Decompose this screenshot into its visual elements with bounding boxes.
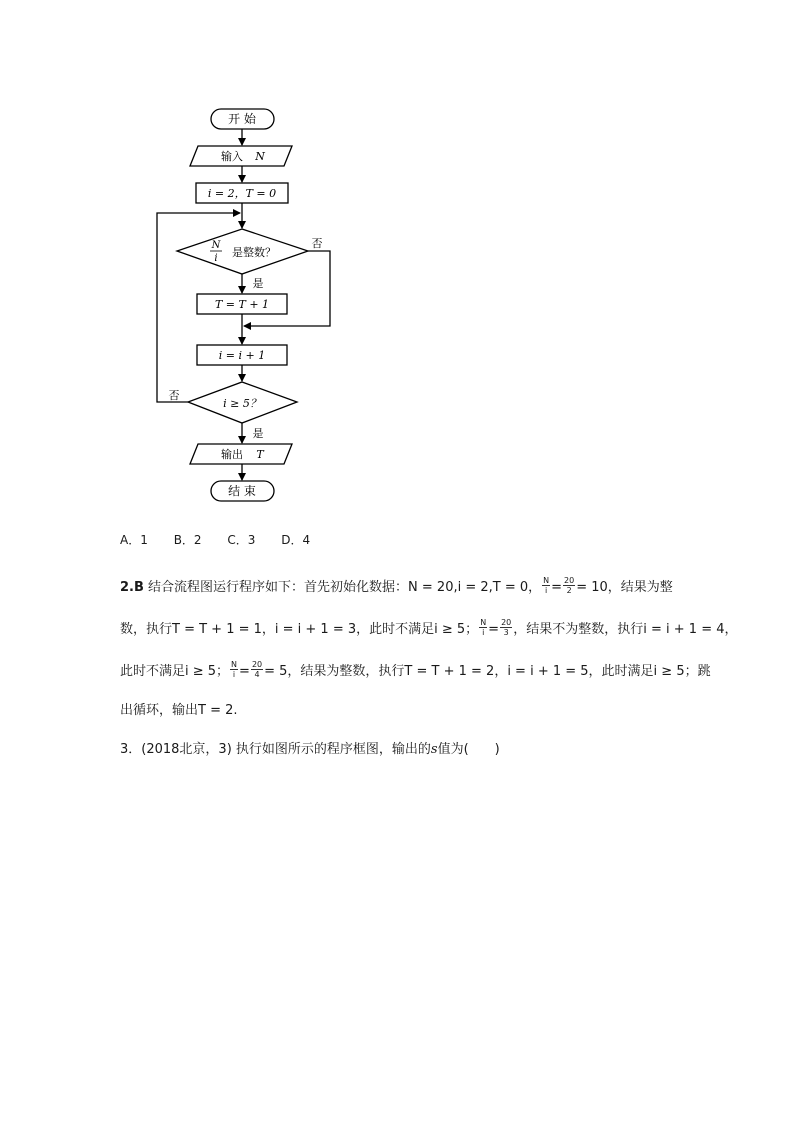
question-3-prefix: 3．(2018北京，3) 执行如图所示的程序框图，输出的 [120, 742, 431, 757]
solution-text-1a: 结合流程图运行程序如下：首先初始化数据：N = 20,i = 2,T = 0， [148, 580, 542, 595]
output-variable: T [256, 448, 264, 461]
flowchart [150, 100, 340, 520]
fraction-20-over-3: $\frac{20}{3}$ [501, 618, 512, 637]
solution-text-2b: ，结果不为整数，执行i = i + 1 = 4， [513, 622, 738, 637]
solution-line-2: 数，执行T = T + 1 = 1，i = i + 1 = 3，此时不满足i ≥ 5； $\frac{N}{i}$ = $\frac{20}{3}$ ，结果不为整数，执行i = i + 1 = 4， [120, 618, 738, 637]
solution-line-1: 2.B 结合流程图运行程序如下：首先初始化数据：N = 20,i = 2,T = 0， $\frac{N}{i}$ = $\frac{20}{2}$ = 10，结果为整 [120, 576, 673, 595]
fraction-N-over-i: $\frac{N}{i}$ [231, 660, 238, 679]
solution-line-3: 此时不满足i ≥ 5； $\frac{N}{i}$ = $\frac{20}{4}$ = 5，结果为整数，执行T = T + 1 = 2，i = i + 1 = 5，此时满足i ≥ 5；跳 [120, 660, 711, 679]
start-label: 开 始 [228, 112, 256, 126]
answer-number: 2.B [120, 580, 144, 595]
output-label: 输出 [221, 448, 243, 461]
solution-text-1c: = 10，结果为整 [576, 580, 673, 595]
answer-choices [120, 531, 332, 548]
no-label-1: 否 [311, 237, 323, 250]
solution-text-2a: 数，执行T = T + 1 = 1，i = i + 1 = 3，此时不满足i ≥ 5； [120, 622, 479, 637]
question-3 [120, 738, 500, 757]
fraction-N-over-i: $\frac{N}{i}$ [543, 576, 550, 595]
cond1-denominator: i [214, 253, 218, 264]
solution-text-3a: 此时不满足i ≥ 5； [120, 664, 230, 679]
step-T-label: T = T + 1 [214, 298, 270, 311]
choice-c: C．3 [227, 533, 256, 547]
yes-label-2: 是 [252, 427, 264, 440]
input-variable: N [255, 150, 265, 163]
question-3-suffix: 值为( ) [437, 742, 500, 757]
fraction-N-over-i: $\frac{N}{i}$ [480, 618, 487, 637]
solution-line-4: 出循环，输出T = 2. [120, 703, 238, 718]
no-label-2: 否 [168, 389, 180, 402]
end-label: 结 束 [228, 484, 256, 498]
step-i-label: i = i + 1 [218, 349, 266, 362]
cond2-label: i ≥ 5？ [223, 397, 261, 410]
choice-b: B．2 [173, 533, 202, 547]
question-3-variable: s [430, 742, 438, 757]
yes-label-1: 是 [252, 277, 264, 290]
fraction-20-over-4: $\frac{20}{4}$ [251, 660, 263, 679]
cond1-numerator: N [211, 240, 221, 251]
input-label: 输入 [221, 150, 243, 163]
init-label: i = 2，T = 0 [207, 187, 277, 200]
cond1-text: 是整数？ [232, 246, 276, 259]
choice-a: A．1 [120, 533, 148, 547]
fraction-20-over-2: $\frac{20}{2}$ [564, 576, 575, 595]
solution-text-3b: = 5，结果为整数，执行T = T + 1 = 2，i = i + 1 = 5，此时满足i ≥ 5；跳 [264, 664, 711, 679]
choice-d: D．4 [281, 533, 311, 547]
